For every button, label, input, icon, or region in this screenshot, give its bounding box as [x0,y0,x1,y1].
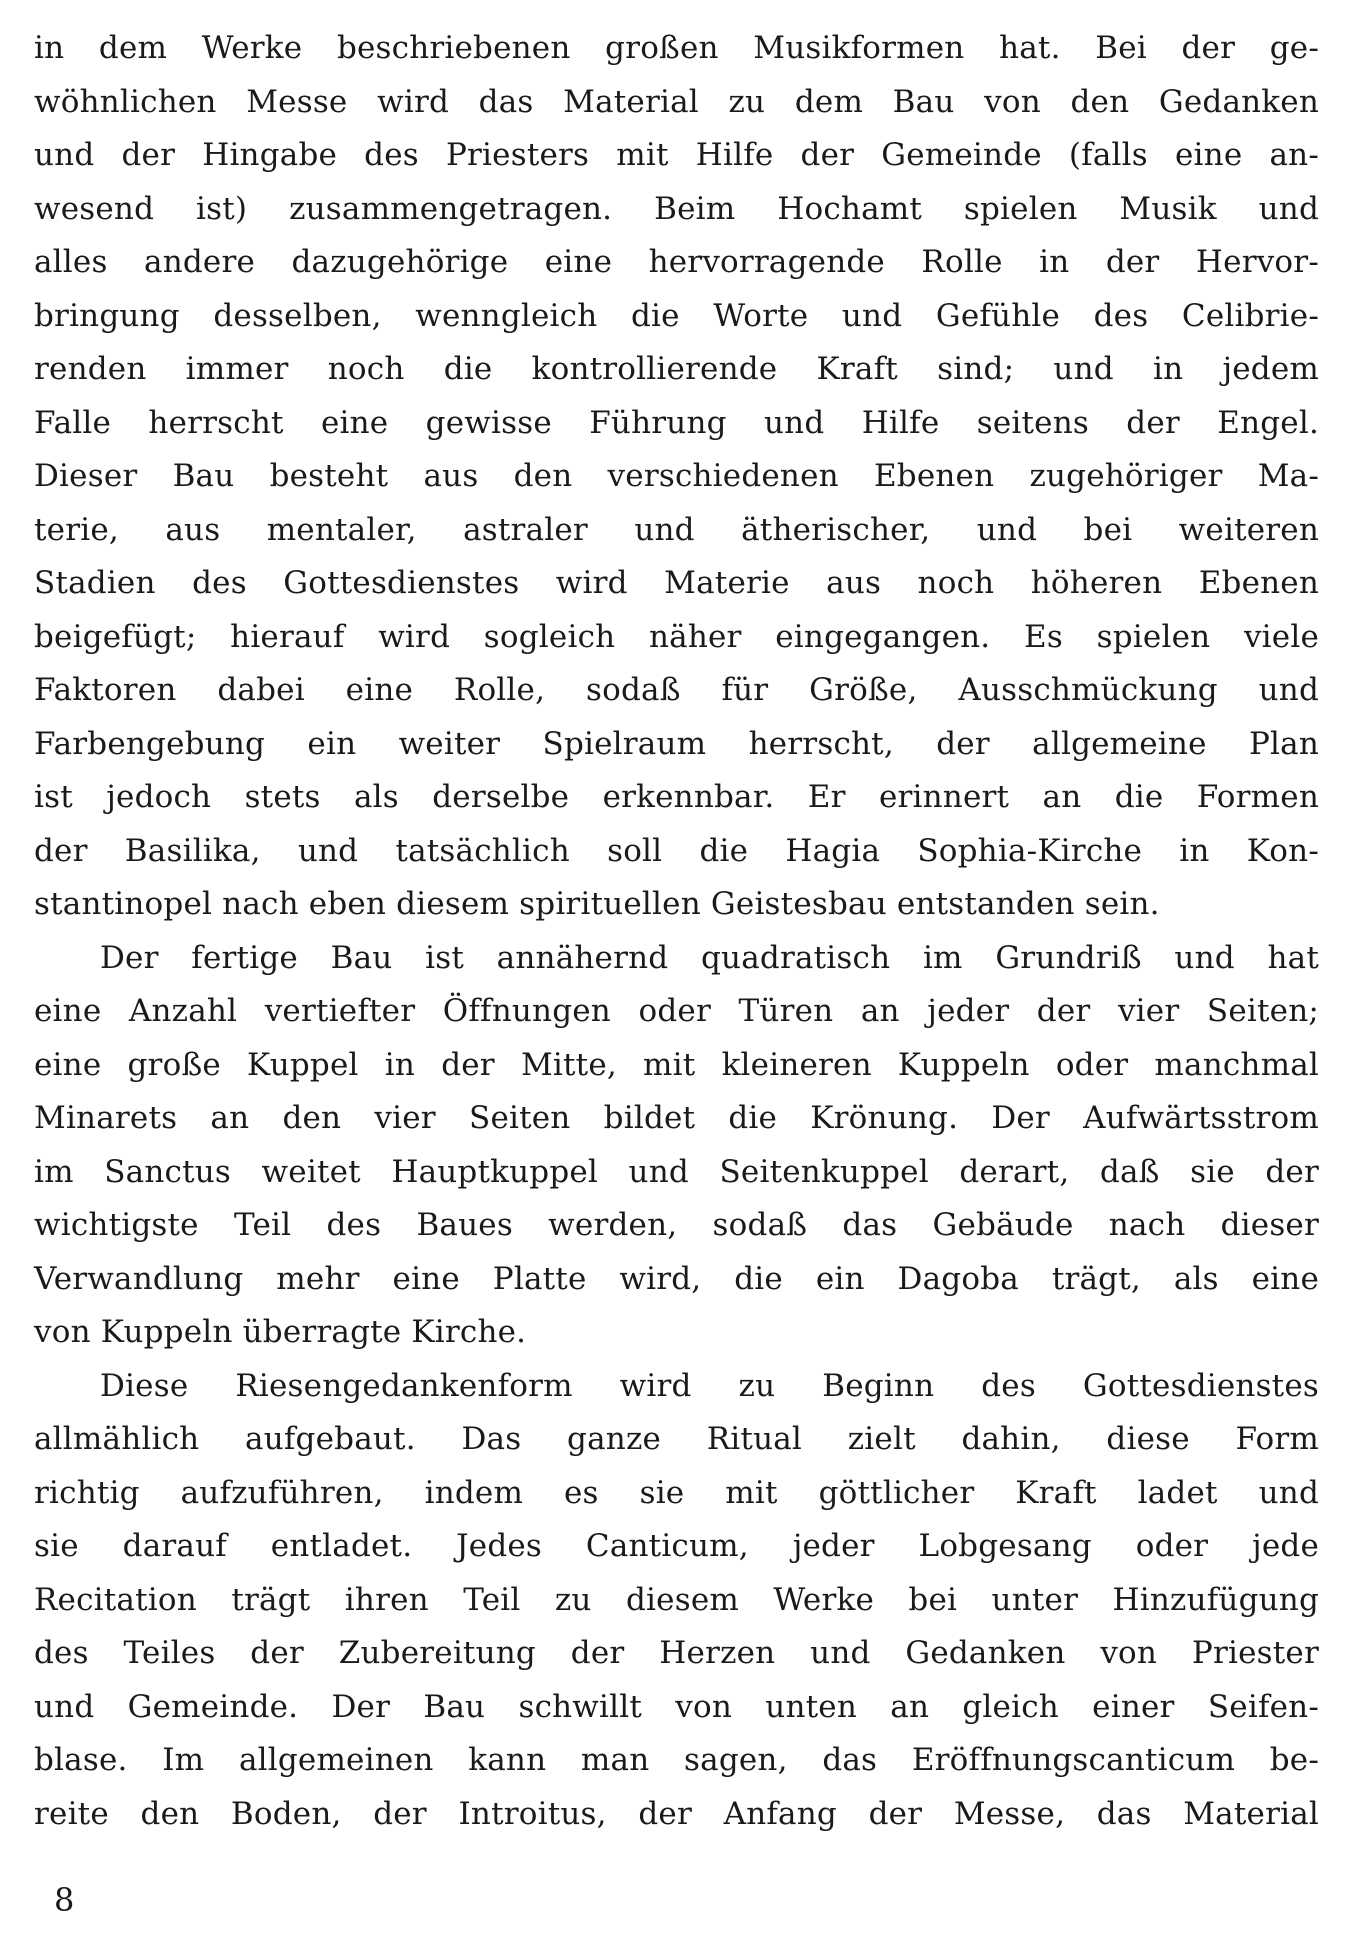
text-line: Recitation trägt ihren Teil zu diesem Werke bei unter Hinzufügung [34,1581,1319,1618]
text-line: des Teiles der Zubereitung der Herzen und Gedanken von Priester [34,1635,1319,1671]
text-line: Stadien des Gottesdienstes wird Materie aus noch höheren Ebenen [34,565,1319,601]
text-line: richtig aufzuführen, indem es sie mit göttlicher Kraft ladet und [34,1474,1319,1511]
text-line: wesend ist) zusammengetragen. Beim Hochamt spielen Musik und [34,190,1319,227]
text-line: eine Anzahl vertiefter Öffnungen oder Türen an jeder der vier Seiten; [34,993,1319,1029]
page-number: 8 [54,1881,75,1919]
text-line: blase. Im allgemeinen kann man sagen, das Eröffnungscanticum be- [34,1742,1319,1778]
text-line: reite den Boden, der Introitus, der Anfang der Messe, das Material [34,1795,1319,1832]
text-line: stantinopel nach eben diesem spirituellen Geistesbau entstanden sein. [34,886,1160,922]
text-line: Verwandlung mehr eine Platte wird, die ein Dagoba trägt, als eine [34,1260,1319,1297]
text-line: im Sanctus weitet Hauptkuppel und Seitenkuppel derart, daß sie der [34,1153,1319,1190]
text-line: alles andere dazugehörige eine hervorragende Rolle in der Hervor- [34,244,1319,280]
text-line: Minarets an den vier Seiten bildet die Krönung. Der Aufwärtsstrom [34,1100,1319,1136]
text-line: sie darauf entladet. Jedes Canticum, jeder Lobgesang oder jede [34,1528,1319,1564]
text-line: der Basilika, und tatsächlich soll die Hagia Sophia-Kirche in Kon- [34,832,1319,869]
text-line: Falle herrscht eine gewisse Führung und Hilfe seitens der Engel. [34,404,1319,441]
text-line: Dieser Bau besteht aus den verschiedenen Ebenen zugehöriger Ma- [34,458,1319,494]
text-line: allmählich aufgebaut. Das ganze Ritual zielt dahin, diese Form [34,1421,1319,1457]
text-line: von Kuppeln überragte Kirche. [34,1314,527,1350]
text-line: eine große Kuppel in der Mitte, mit kleineren Kuppeln oder manchmal [34,1046,1319,1083]
text-line: Diese Riesengedankenform wird zu Beginn des Gottesdienstes [100,1367,1319,1404]
text-line: bringung desselben, wenngleich die Worte und Gefühle des Celibrie- [34,297,1319,334]
text-line: wichtigste Teil des Baues werden, sodaß das Gebäude nach dieser [34,1207,1319,1243]
text-line: terie, aus mentaler, astraler und ätherischer, und bei weiteren [34,511,1319,548]
text-line: wöhnlichen Messe wird das Material zu dem Bau von den Gedanken [34,83,1319,120]
text-line: beigefügt; hierauf wird sogleich näher eingegangen. Es spielen viele [34,618,1319,655]
text-line: renden immer noch die kontrollierende Kraft sind; und in jedem [34,351,1319,387]
text-line: in dem Werke beschriebenen großen Musikformen hat. Bei der ge- [34,30,1319,66]
text-line: Der fertige Bau ist annähernd quadratisch im Grundriß und hat [100,939,1319,976]
body-text [34,22,1319,1841]
text-line: Faktoren dabei eine Rolle, sodaß für Größe, Ausschmückung und [34,672,1319,708]
text-line: und der Hingabe des Priesters mit Hilfe der Gemeinde (falls eine an- [34,137,1319,173]
text-line: ist jedoch stets als derselbe erkennbar. Er erinnert an die Formen [34,779,1319,815]
text-line: Farbengebung ein weiter Spielraum herrscht, der allgemeine Plan [34,725,1319,762]
text-line: und Gemeinde. Der Bau schwillt von unten an gleich einer Seifen- [34,1688,1319,1725]
